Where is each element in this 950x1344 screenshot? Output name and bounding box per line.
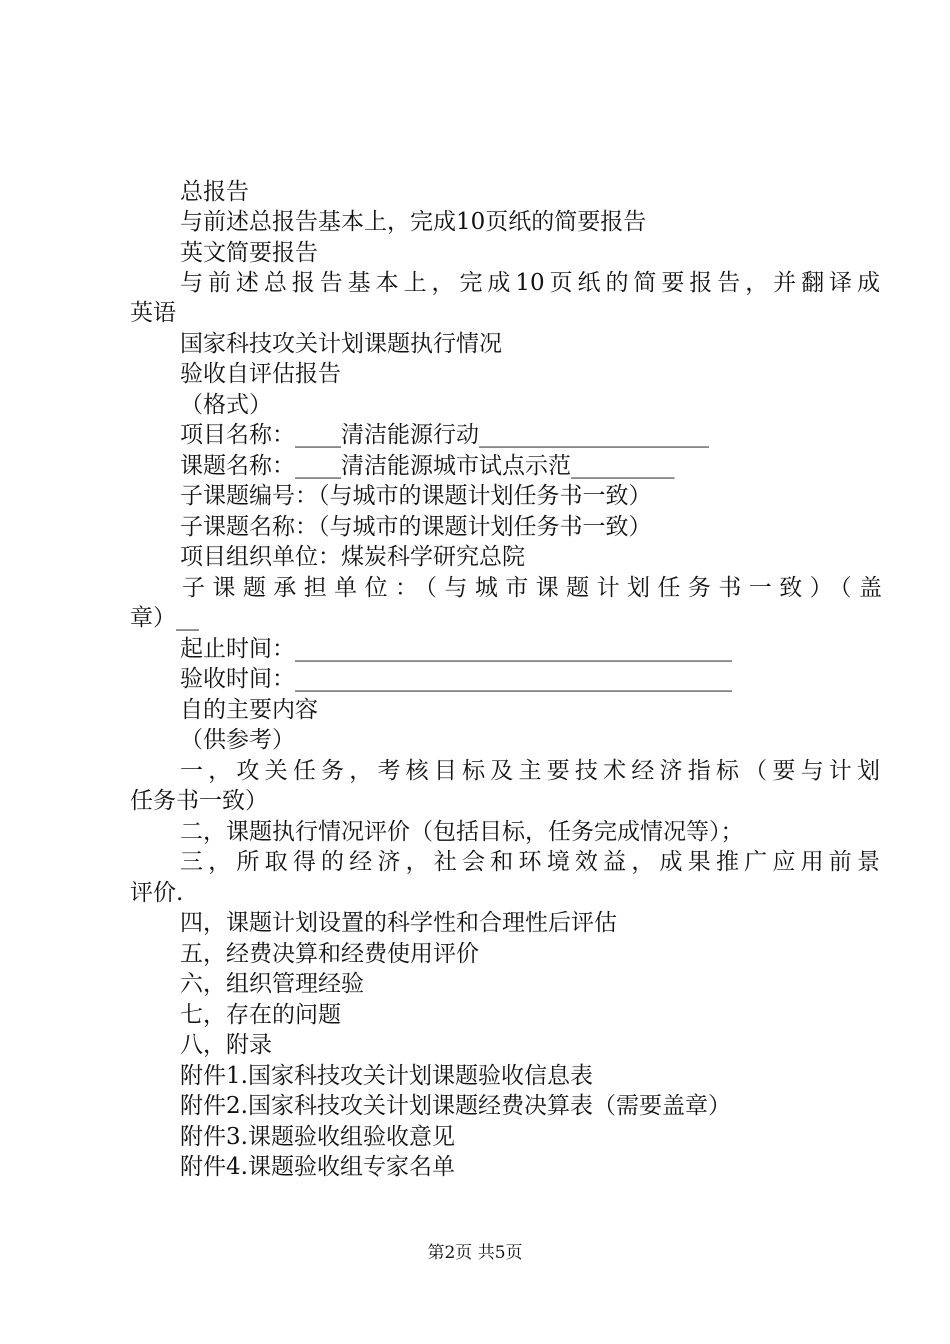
attachment-item: 附件1.国家科技攻关计划课题验收信息表 — [180, 1063, 593, 1089]
list-item-continuation: 评价. — [130, 880, 184, 906]
start-end-time-field: 起止时间：______________________________________ — [180, 636, 732, 662]
list-item: 四，课题计划设置的科学性和合理性后评估 — [180, 910, 617, 936]
attachment-item: 附件2.国家科技攻关计划课题经费决算表（需要盖章） — [180, 1093, 731, 1119]
list-item: 五，经费决算和经费使用评价 — [180, 941, 479, 967]
project-name-field: 项目名称：____清洁能源行动____________________ — [180, 422, 709, 448]
format-note: （格式） — [180, 392, 272, 418]
section-heading: 自的主要内容 — [180, 697, 318, 723]
list-item: 一，攻关任务，考核目标及主要技术经济指标（要与计划 — [180, 758, 880, 784]
list-item: 六，组织管理经验 — [180, 971, 364, 997]
paragraph-line: 与前述总报告基本上，完成10页纸的简要报告，并翻译成 — [180, 270, 880, 296]
heading-english-report: 英文简要报告 — [180, 240, 318, 266]
subtopic-name-field: 子课题名称：（与城市的课题计划任务书一致） — [180, 514, 652, 540]
acceptance-time-field: 验收时间：______________________________________ — [180, 666, 732, 692]
list-item-continuation: 任务书一致） — [130, 788, 268, 814]
attachment-item: 附件4.课题验收组专家名单 — [180, 1154, 455, 1180]
list-item: 二，课题执行情况评价（包括目标，任务完成情况等）； — [180, 819, 744, 845]
paragraph-line: 章）__ — [130, 605, 199, 631]
list-item: 八，附录 — [180, 1032, 272, 1058]
attachment-item: 附件3.课题验收组验收意见 — [180, 1124, 455, 1150]
title-line: 验收自评估报告 — [180, 361, 341, 387]
list-item: 七，存在的问题 — [180, 1002, 341, 1028]
title-line: 国家科技攻关计划课题执行情况 — [180, 331, 502, 357]
page-number-footer: 第2页 共5页 — [427, 1243, 523, 1263]
undertaking-unit-field: 子课题承担单位：（与城市课题计划任务书一致）（盖 — [182, 575, 882, 601]
paragraph-line: 英语 — [130, 300, 176, 326]
subtopic-number-field: 子课题编号：（与城市的课题计划任务书一致） — [180, 483, 652, 509]
topic-name-field: 课题名称：____清洁能源城市试点示范_________ — [180, 453, 675, 479]
organizer-field: 项目组织单位：煤炭科学研究总院 — [180, 544, 525, 570]
paragraph-line: 与前述总报告基本上，完成10页纸的简要报告 — [180, 209, 647, 235]
heading-general-report: 总报告 — [180, 179, 249, 205]
list-item: 三，所取得的经济，社会和环境效益，成果推广应用前景 — [180, 849, 880, 875]
reference-note: （供参考） — [180, 727, 295, 753]
